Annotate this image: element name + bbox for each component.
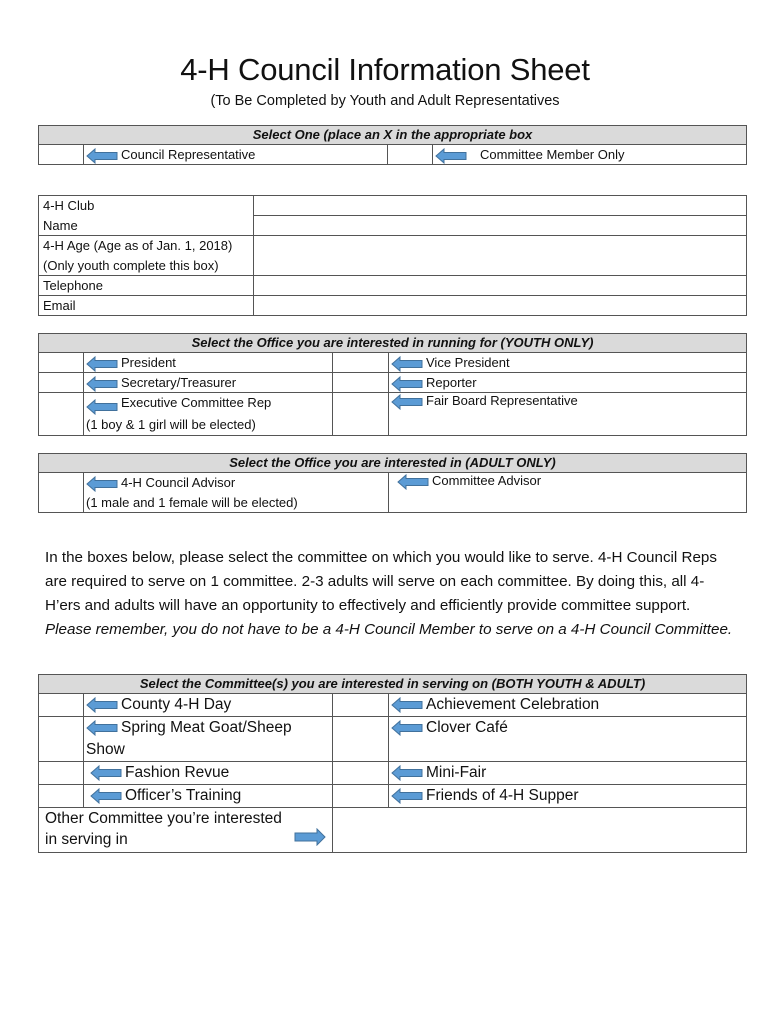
- achievement-label: Achievement Celebration: [426, 696, 600, 713]
- committee-advisor-option[interactable]: [389, 473, 747, 513]
- reporter-option: [389, 373, 747, 393]
- officers-training-option: [84, 785, 333, 808]
- committee-member-checkbox[interactable]: [388, 145, 433, 165]
- committee-header: Select the Committee(s) you are interested in serving on (BOTH YOUTH & ADULT): [39, 675, 747, 694]
- fashion-revue-label: Fashion Revue: [125, 764, 230, 781]
- email-field[interactable]: [254, 296, 747, 316]
- email-label: Email: [39, 296, 254, 316]
- fashion-revue-option: [84, 762, 333, 785]
- left-arrow-icon: [391, 356, 423, 372]
- friends-supper-checkbox[interactable]: [333, 785, 389, 808]
- rep-type-header: Select One (place an X in the appropriate box: [39, 126, 747, 145]
- vice-president-option: [389, 353, 747, 373]
- fair-board-label: Fair Board Representative: [426, 393, 578, 408]
- executive-rep-note: (1 boy & 1 girl will be elected): [86, 417, 256, 432]
- left-arrow-icon: [435, 148, 467, 164]
- president-label: President: [121, 355, 176, 370]
- secretary-treasurer-option: [84, 373, 333, 393]
- other-committee-label-cont: in serving in: [45, 831, 128, 848]
- instructions-text: In the boxes below, please select the committee on which you would like to serve. 4-H Council Reps are required to serve on 1 committee. 2-3 adults will serve on each committee. By doing this, all 4-H’ers and adults will have an opportunity to effectively and efficiently provide committee support.: [45, 549, 717, 614]
- president-checkbox[interactable]: [39, 353, 84, 373]
- right-arrow-icon: [294, 828, 326, 852]
- achievement-checkbox[interactable]: [333, 694, 389, 717]
- reporter-label: Reporter: [426, 375, 477, 390]
- adult-office-table: [38, 453, 747, 513]
- goat-sheep-checkbox[interactable]: [39, 717, 84, 762]
- mini-fair-checkbox[interactable]: [333, 762, 389, 785]
- fashion-revue-checkbox[interactable]: [39, 762, 84, 785]
- goat-sheep-label: Spring Meat Goat/Sheep: [121, 719, 292, 736]
- council-advisor-label: 4-H Council Advisor: [121, 475, 236, 490]
- name-label: Name: [43, 217, 78, 233]
- executive-rep-label: Executive Committee Rep: [121, 395, 272, 410]
- goat-sheep-option: [84, 717, 333, 762]
- council-advisor-option: [84, 473, 389, 513]
- clover-cafe-option: [389, 717, 747, 762]
- reporter-checkbox[interactable]: [333, 373, 389, 393]
- friends-supper-option: [389, 785, 747, 808]
- left-arrow-icon: [391, 376, 423, 392]
- club-label: 4-H Club: [43, 198, 95, 213]
- info-table: [38, 195, 747, 316]
- left-arrow-icon: [391, 720, 423, 736]
- friends-supper-label: Friends of 4-H Supper: [426, 787, 579, 804]
- vice-president-label: Vice President: [426, 355, 510, 370]
- instructions-italic-note: Please remember, you do not have to be a 4-H Council Member to serve on a 4-H Council Committee.: [45, 621, 733, 638]
- county-day-checkbox[interactable]: [39, 694, 84, 717]
- committee-table: [38, 674, 747, 853]
- age-field[interactable]: [254, 236, 747, 276]
- council-rep-checkbox[interactable]: [39, 145, 84, 165]
- committee-advisor-label: Committee Advisor: [432, 473, 542, 488]
- clover-cafe-label: Clover Café: [426, 719, 508, 736]
- left-arrow-icon: [86, 148, 118, 164]
- left-arrow-icon: [86, 697, 118, 713]
- other-committee-field[interactable]: [333, 808, 747, 853]
- officers-training-label: Officer’s Training: [125, 787, 242, 804]
- other-committee-label: Other Committee you’re interested: [45, 810, 282, 827]
- left-arrow-icon: [86, 399, 118, 415]
- left-arrow-icon: [391, 765, 423, 781]
- achievement-option: [389, 694, 747, 717]
- left-arrow-icon: [86, 476, 118, 492]
- left-arrow-icon: [391, 394, 423, 410]
- council-advisor-checkbox[interactable]: [39, 473, 84, 513]
- left-arrow-icon: [86, 356, 118, 372]
- page-title: 4-H Council Information Sheet: [180, 52, 590, 87]
- county-day-option: [84, 694, 333, 717]
- mini-fair-option: [389, 762, 747, 785]
- fair-board-option: [389, 393, 747, 436]
- left-arrow-icon: [86, 720, 118, 736]
- left-arrow-icon: [391, 697, 423, 713]
- page-subtitle: (To Be Completed by Youth and Adult Representatives: [210, 93, 560, 109]
- council-rep-option: [84, 145, 388, 165]
- left-arrow-icon: [391, 788, 423, 804]
- county-day-label: County 4-H Day: [121, 696, 232, 713]
- executive-rep-checkbox[interactable]: [39, 393, 84, 436]
- age-label-cell: [39, 236, 254, 276]
- goat-sheep-label-cont: Show: [86, 741, 125, 758]
- fair-board-checkbox[interactable]: [333, 393, 389, 436]
- telephone-field[interactable]: [254, 276, 747, 296]
- left-arrow-icon: [397, 474, 429, 490]
- officers-training-checkbox[interactable]: [39, 785, 84, 808]
- other-committee-label-cell: [39, 808, 333, 853]
- age-note: (Only youth complete this box): [43, 257, 219, 273]
- left-arrow-icon: [90, 788, 122, 804]
- instructions-paragraph: [45, 546, 735, 642]
- president-option: [84, 353, 333, 373]
- committee-member-label: Committee Member Only: [480, 147, 625, 162]
- council-rep-label: Council Representative: [121, 147, 256, 162]
- secretary-treasurer-label: Secretary/Treasurer: [121, 375, 237, 390]
- council-advisor-note: (1 male and 1 female will be elected): [86, 494, 298, 510]
- committee-member-option: [433, 145, 747, 165]
- mini-fair-label: Mini-Fair: [426, 764, 487, 781]
- rep-type-table: [38, 125, 747, 165]
- adult-office-header: Select the Office you are interested in (ADULT ONLY): [39, 454, 747, 473]
- telephone-label: Telephone: [39, 276, 254, 296]
- executive-rep-option: [84, 393, 333, 436]
- age-label: 4-H Age (Age as of Jan. 1, 2018): [43, 238, 233, 253]
- club-name-label-cell: [39, 196, 254, 236]
- vice-president-checkbox[interactable]: [333, 353, 389, 373]
- secretary-treasurer-checkbox[interactable]: [39, 373, 84, 393]
- left-arrow-icon: [90, 765, 122, 781]
- club-name-field[interactable]: [254, 196, 747, 236]
- clover-cafe-checkbox[interactable]: [333, 717, 389, 762]
- youth-office-table: [38, 333, 747, 436]
- left-arrow-icon: [86, 376, 118, 392]
- youth-office-header: Select the Office you are interested in running for (YOUTH ONLY): [39, 334, 747, 353]
